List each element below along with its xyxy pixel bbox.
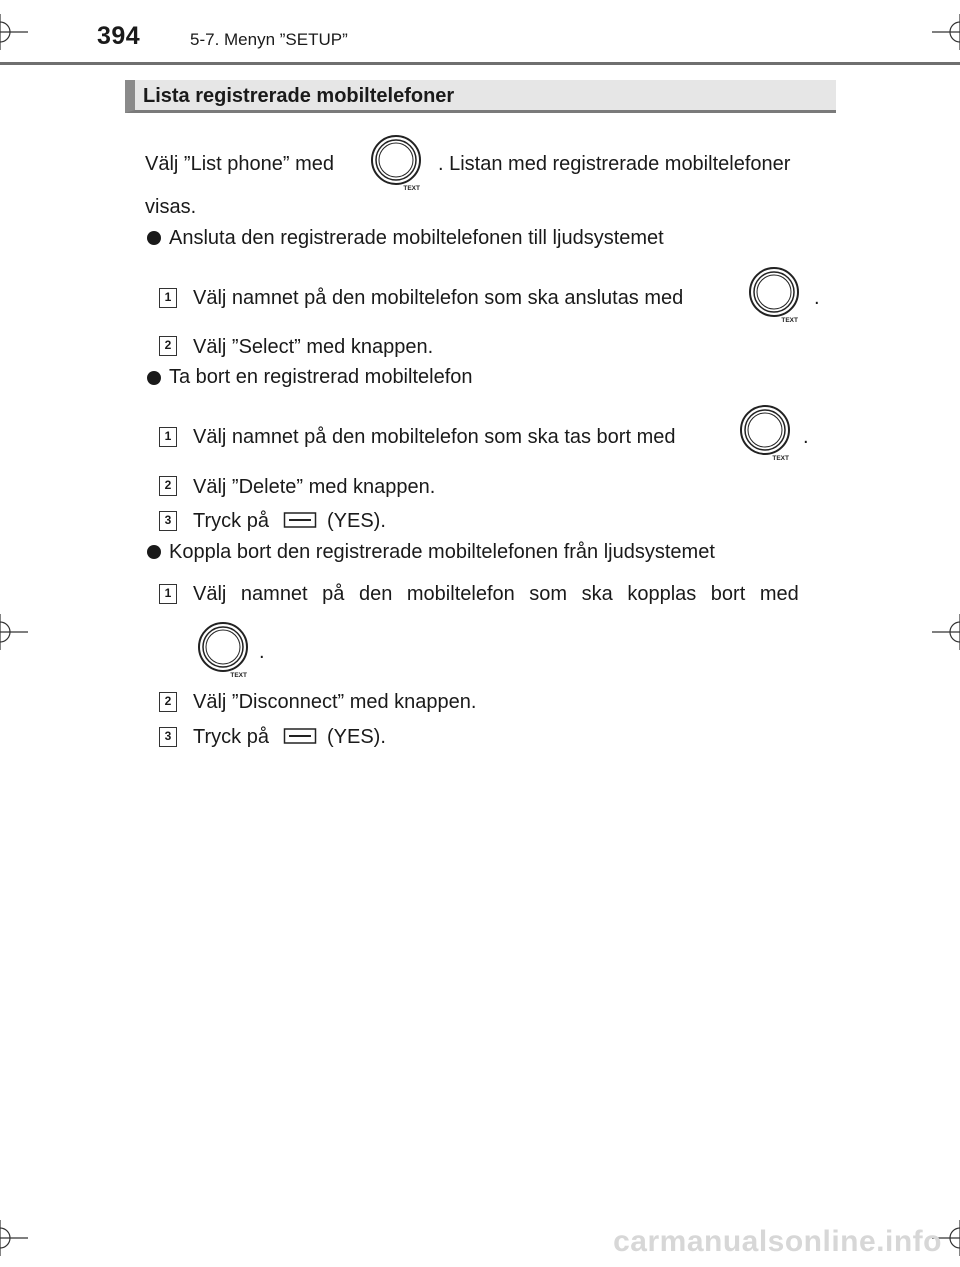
group-heading: Ta bort en registrerad mobiltelefon bbox=[169, 366, 473, 388]
step-number-badge: 3 bbox=[159, 511, 177, 531]
step-number-badge: 1 bbox=[159, 288, 177, 308]
step-number-badge: 2 bbox=[159, 336, 177, 356]
preset-button-icon bbox=[283, 727, 317, 745]
crop-mark-top-left bbox=[0, 12, 28, 52]
knob-text-label: TEXT bbox=[772, 455, 789, 462]
step-number-badge: 3 bbox=[159, 727, 177, 747]
step-suffix: (YES). bbox=[327, 510, 386, 532]
step-suffix: . bbox=[814, 287, 820, 309]
bullet-icon bbox=[147, 231, 161, 245]
knob-text-label: TEXT bbox=[403, 185, 420, 192]
step-text: Välj ”Select” med knappen. bbox=[193, 336, 434, 358]
intro-text-part2: . Listan med registrerade mobiltelefoner bbox=[438, 153, 791, 175]
step-text: Tryck på bbox=[193, 510, 269, 532]
intro-text-part1: Välj ”List phone” med bbox=[145, 153, 334, 175]
tune-knob-icon bbox=[195, 619, 257, 681]
step-number-badge: 1 bbox=[159, 427, 177, 447]
knob-text-label: TEXT bbox=[781, 317, 798, 324]
chapter-title: 5-7. Menyn ”SETUP” bbox=[190, 30, 348, 49]
step-suffix: . bbox=[259, 641, 265, 663]
tune-knob-icon bbox=[368, 132, 430, 194]
crop-mark-mid-right bbox=[932, 612, 960, 652]
bullet-icon bbox=[147, 545, 161, 559]
crop-mark-bottom-left bbox=[0, 1218, 28, 1258]
step-text: Tryck på bbox=[193, 726, 269, 748]
step-text: Välj namnet på den mobiltelefon som ska tas bort med bbox=[193, 426, 676, 448]
step-text: Välj ”Delete” med knappen. bbox=[193, 476, 436, 498]
tune-knob-icon bbox=[737, 402, 799, 464]
step-suffix: . bbox=[803, 426, 809, 448]
step-number-badge: 1 bbox=[159, 584, 177, 604]
tune-knob-icon bbox=[746, 264, 808, 326]
group-heading: Koppla bort den registrerade mobiltelefonen från ljudsystemet bbox=[169, 541, 715, 563]
step-suffix: (YES). bbox=[327, 726, 386, 748]
step-text: Välj namnet på den mobiltelefon som ska kopplas bort med bbox=[193, 583, 799, 605]
header-rule bbox=[0, 62, 960, 65]
group-heading: Ansluta den registrerade mobiltelefonen till ljudsystemet bbox=[169, 227, 664, 249]
step-text: Välj ”Disconnect” med knappen. bbox=[193, 691, 477, 713]
knob-text-label: TEXT bbox=[230, 672, 247, 679]
section-title: Lista registrerade mobiltelefoner bbox=[143, 85, 455, 107]
intro-text-part3: visas. bbox=[145, 196, 197, 218]
crop-mark-top-right bbox=[932, 12, 960, 52]
step-number-badge: 2 bbox=[159, 692, 177, 712]
watermark: carmanualsonline.info bbox=[613, 1225, 942, 1258]
step-number-badge: 2 bbox=[159, 476, 177, 496]
crop-mark-mid-left bbox=[0, 612, 28, 652]
step-text: Välj namnet på den mobiltelefon som ska anslutas med bbox=[193, 287, 684, 309]
bullet-icon bbox=[147, 371, 161, 385]
page-number: 394 bbox=[97, 22, 141, 50]
preset-button-icon bbox=[283, 511, 317, 529]
